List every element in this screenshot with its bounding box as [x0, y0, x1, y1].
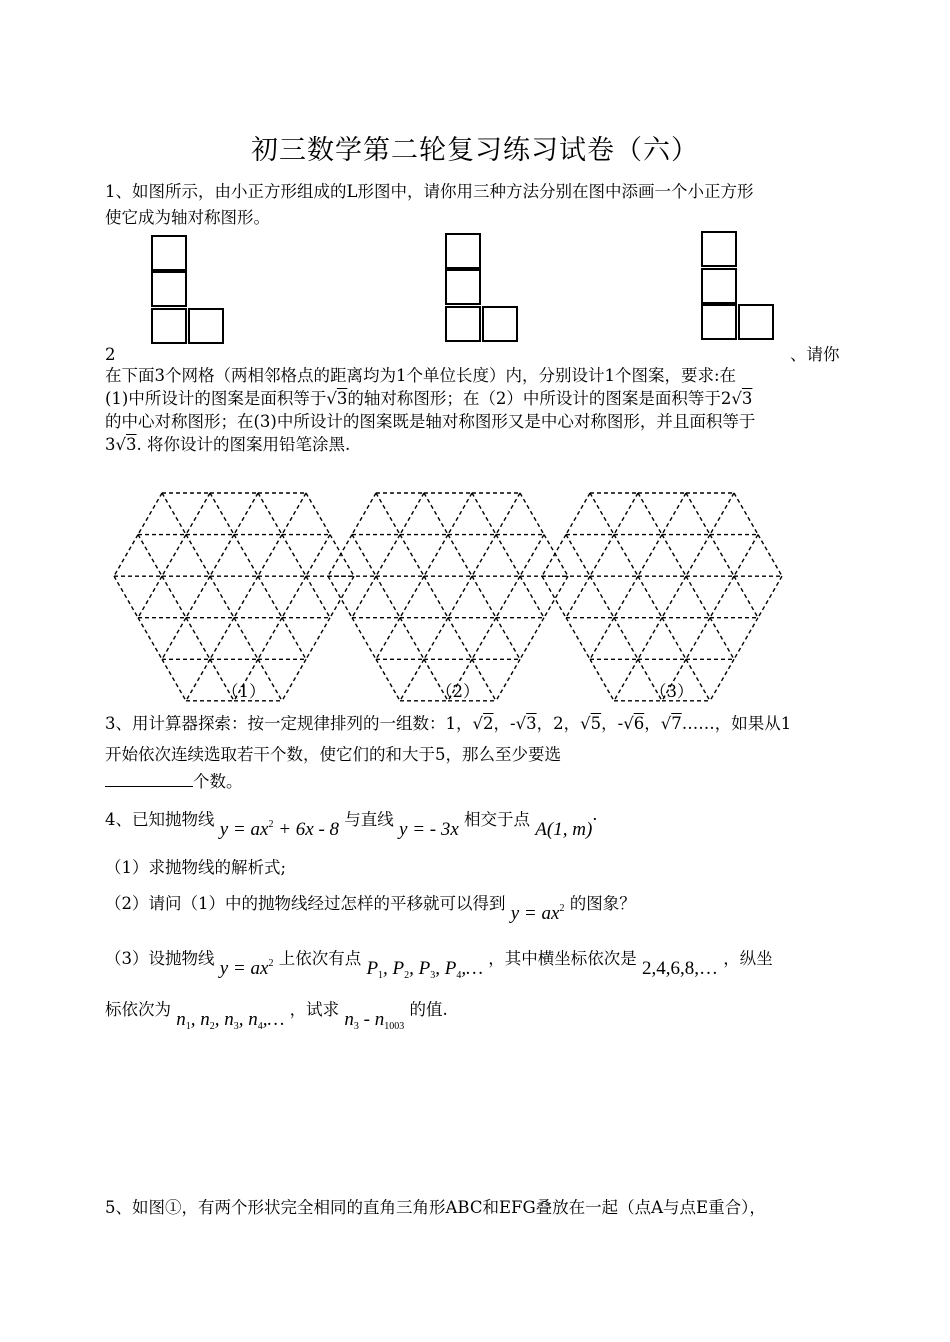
q1-line2: 使它成为轴对称图形。 — [105, 208, 270, 227]
q4-sub2: （2）请问（1）中的抛物线经过怎样的平移就可以得到 $y = ax^2$ 的图象？ — [105, 894, 636, 924]
q4-sub1: （1）求抛物线的解析式; — [105, 858, 287, 877]
q3-line1: 3、用计算器探索：按一定规律排列的一组数：1，√2，-√3，2，√5，-√6，√7……，如果从1 — [105, 714, 792, 733]
q2-line3: 的中心对称图形；在(3)中所设计的图案既是轴对称图形又是中心对称图形，并且面积等于 — [105, 412, 756, 431]
grid-label-3: （3） — [650, 682, 694, 701]
q1-line1: 1、如图所示，由小正方形组成的L形图中，请你用三种方法分别在图中添画一个小正方形 — [105, 182, 754, 201]
grid-label-1: （1） — [222, 682, 266, 701]
grid-label-2: （2） — [436, 682, 480, 701]
triangle-grid-1-lines — [114, 493, 354, 701]
triangle-grid-2-lines — [328, 493, 568, 701]
q2-line4: 3√3. 将你设计的图案用铅笔涂黑. — [105, 435, 351, 454]
q3-line3: 个数。 — [105, 770, 243, 794]
q4-sub3: （3）设抛物线 $y = ax^2$ 上依次有点 $P_1$, $P_2$, $P_3$, $P_4,\dots$ ，其中横坐标依次是 2,4,6,8,… ，纵坐 — [105, 949, 773, 981]
triangle-grid-3-lines — [542, 493, 782, 701]
q5-line1: 5、如图①，有两个形状完全相同的直角三角形ABC和EFG叠放在一起（点A与点E重合）， — [105, 1198, 766, 1217]
q2-tail: 、请你 — [790, 345, 840, 364]
page-title: 初三数学第二轮复习练习试卷（六） — [251, 135, 699, 166]
q4-line4: 标依次为 $n_1$, $n_2$, $n_3$, $n_4,\dots$ ，试求 $n_3 - n_{1003}$ 的值. — [105, 1000, 448, 1032]
answer-blank[interactable] — [105, 786, 193, 787]
q2-line1: 在下面3个网格（两相邻格点的距离均为1个单位长度）内，分别设计1个图案，要求:在 — [105, 366, 737, 385]
q2-line2: (1)中所设计的图案是面积等于√3的轴对称图形；在（2）中所设计的图案是面积等于2√3 — [105, 389, 753, 408]
q4-line1: 4、已知抛物线 $y = ax^2 + 6x - 8$ 与直线 y = - 3x 相交于点 A(1, m)· — [105, 810, 598, 840]
q2-number: 2 — [105, 345, 116, 364]
q3-line2: 开始依次连续选取若干个数，使它们的和大于5，那么至少要选 — [105, 745, 561, 764]
